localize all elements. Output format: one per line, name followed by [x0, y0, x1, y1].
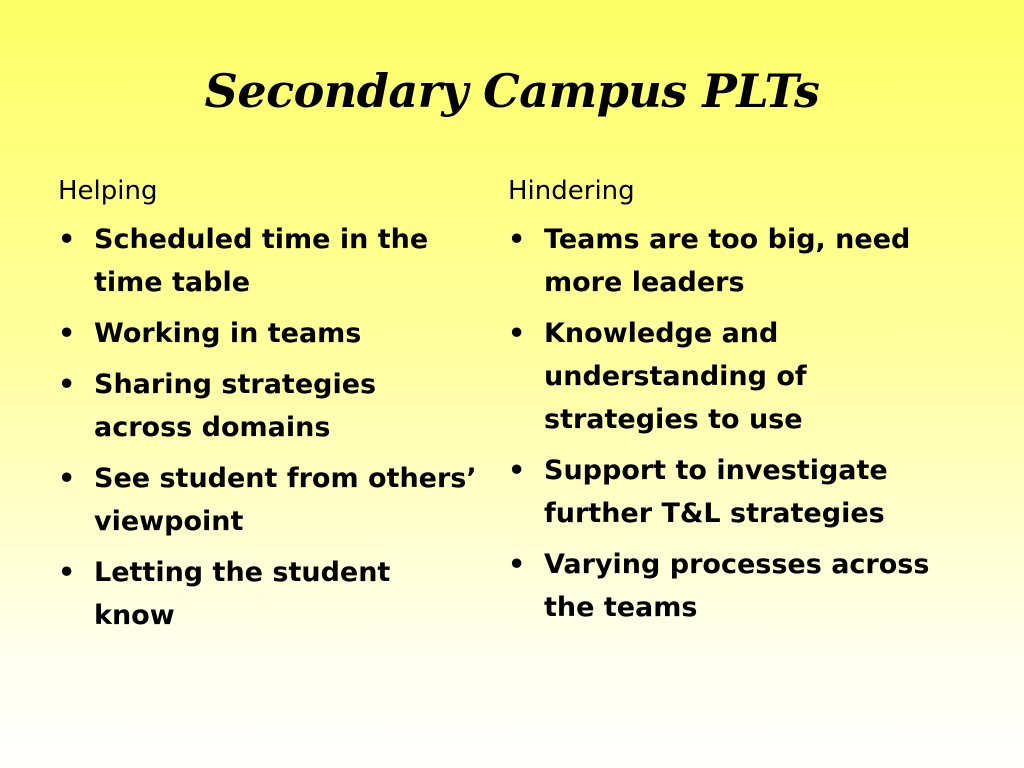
- slide-title: Secondary Campus PLTs: [204, 64, 820, 118]
- hindering-item-text: Knowledge and understanding of strategies to use: [544, 318, 807, 435]
- helping-column: [58, 172, 478, 645]
- hindering-heading: Hindering: [508, 176, 635, 206]
- hindering-item-text: Teams are too big, need more leaders: [544, 224, 911, 298]
- hindering-column: [508, 172, 968, 637]
- bullet-icon: •: [508, 455, 526, 486]
- helping-item-text: Working in teams: [94, 318, 362, 349]
- helping-list: [58, 218, 478, 637]
- bullet-icon: •: [58, 369, 76, 400]
- bullet-icon: •: [58, 463, 76, 494]
- hindering-item-text: Support to investigate further T&L strategies: [544, 455, 888, 529]
- hindering-list: [508, 218, 968, 629]
- helping-item-text: Letting the student know: [94, 557, 391, 631]
- bullet-icon: •: [58, 557, 76, 588]
- hindering-list-item: [508, 312, 968, 441]
- helping-heading: Helping: [58, 176, 158, 206]
- helping-item-text: Sharing strategies across domains: [94, 369, 377, 443]
- hindering-list-item: [508, 449, 968, 535]
- bullet-icon: •: [508, 224, 526, 255]
- helping-item-text: See student from others’ viewpoint: [94, 463, 477, 537]
- helping-item-text: Scheduled time in the time table: [94, 224, 429, 298]
- hindering-list-item: [508, 218, 968, 304]
- bullet-icon: •: [508, 549, 526, 580]
- helping-list-item: [58, 457, 478, 543]
- bullet-icon: •: [58, 318, 76, 349]
- helping-list-item: [58, 218, 478, 304]
- hindering-item-text: Varying processes across the teams: [544, 549, 930, 623]
- bullet-icon: •: [58, 224, 76, 255]
- helping-list-item: [58, 312, 478, 355]
- helping-list-item: [58, 551, 478, 637]
- bullet-icon: •: [508, 318, 526, 349]
- helping-list-item: [58, 363, 478, 449]
- hindering-list-item: [508, 543, 968, 629]
